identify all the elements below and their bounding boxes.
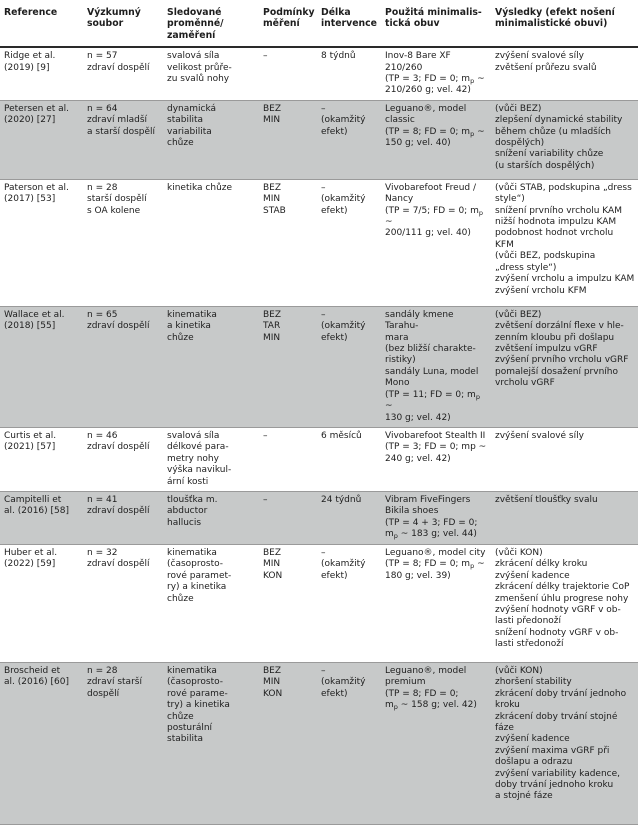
- cell-conditions: –: [259, 427, 317, 491]
- mass-subscript: p: [470, 562, 475, 571]
- cell-sample: n = 64 zdraví mladší a starší dospělí: [83, 100, 163, 179]
- cell-sample: n = 65 zdraví dospělí: [83, 306, 163, 427]
- cell-conditions: BEZ MIN: [259, 100, 317, 179]
- mass-subscript: p: [470, 129, 475, 138]
- cell-reference: Paterson et al. (2017) [53]: [0, 179, 83, 306]
- cell-variables: svalová síla velikost průře- zu svalů nohy: [163, 47, 259, 100]
- footwear-text-tail: ~ 183 g; vel. 44): [397, 529, 477, 540]
- header-reference: Reference: [0, 0, 83, 47]
- cell-footwear: [381, 306, 491, 427]
- cell-conditions: BEZ MIN STAB: [259, 179, 317, 306]
- table-row: [0, 47, 638, 100]
- cell-conditions: –: [259, 47, 317, 100]
- cell-variables: kinematika (časoprosto- rové parame- try) a kinetika chůze posturální stabilita: [163, 662, 259, 824]
- cell-variables: dynamická stabilita variabilita chůze: [163, 100, 259, 179]
- footwear-text-tail: ~ 158 g; vel. 42): [397, 700, 477, 711]
- cell-variables: svalová síla délkové para- metry nohy výška navikul- ární kosti: [163, 427, 259, 491]
- footwear-text-tail: ~ 210/260 g; vel. 42): [385, 74, 485, 96]
- cell-results: (vůči BEZ) zlepšení dynamické stability během chůze (u mladších dospělých) snížení variability chůze (u starších dospělých): [491, 100, 638, 179]
- cell-duration: 8 týdnů: [317, 47, 381, 100]
- cell-footwear: [381, 491, 491, 544]
- cell-sample: n = 41 zdraví dospělí: [83, 491, 163, 544]
- cell-duration: – (okamžitý efekt): [317, 544, 381, 662]
- cell-results: (vůči KON) zkrácení délky kroku zvýšení kadence zkrácení délky trajektorie CoP zmenšení úhlu progrese nohy zvýšení hodnoty vGRF v ob- lasti předonoží snížení hodnoty vGRF v ob- lasti středonoží: [491, 544, 638, 662]
- cell-footwear: [381, 544, 491, 662]
- cell-sample: n = 28 starší dospělí s OA kolene: [83, 179, 163, 306]
- table-row: [0, 306, 638, 427]
- mass-subscript: p: [475, 392, 480, 401]
- footwear-text-tail: ~ 200/111 g; vel. 40): [385, 217, 471, 239]
- table-row: [0, 427, 638, 491]
- footwear-text: Vibram FiveFingers Bikila shoes (TP = 4 + 3; FD = 0; m: [385, 494, 478, 540]
- cell-sample: n = 46 zdraví dospělí: [83, 427, 163, 491]
- cell-sample: n = 57 zdraví dospělí: [83, 47, 163, 100]
- cell-sample: n = 28 zdraví starší dospělí: [83, 662, 163, 824]
- cell-footwear: [381, 427, 491, 491]
- cell-duration: – (okamžitý efekt): [317, 179, 381, 306]
- footwear-text-tail: ~ 150 g; vel. 40): [385, 126, 485, 149]
- cell-variables: kinetika chůze: [163, 179, 259, 306]
- cell-duration: – (okamžitý efekt): [317, 662, 381, 824]
- header-variables: Sledované proměnné/ zaměření: [163, 0, 259, 47]
- header-sample: Výzkumný soubor: [83, 0, 163, 47]
- cell-reference: Curtis et al. (2021) [57]: [0, 427, 83, 491]
- table-row: [0, 662, 638, 824]
- footwear-text: Vivobarefoot Stealth II (TP = 3; FD = 0; mp ~ 240 g; vel. 42): [385, 430, 487, 464]
- header-footwear: Použitá minimalis- tická obuv: [381, 0, 491, 47]
- footwear-text: Leguano®, model classic (TP = 8; FD = 0; m: [385, 103, 471, 137]
- cell-results: zvětšení tloušťky svalu: [491, 491, 638, 544]
- table-row: [0, 100, 638, 179]
- footwear-text: Leguano®, model city (TP = 8; FD = 0; m: [385, 547, 486, 570]
- table-row: [0, 179, 638, 306]
- table-row: [0, 491, 638, 544]
- cell-reference: Huber et al. (2022) [59]: [0, 544, 83, 662]
- footwear-text: Leguano®, model premium (TP = 8; FD = 0; m: [385, 665, 467, 711]
- cell-conditions: BEZ MIN KON: [259, 662, 317, 824]
- cell-results: zvýšení svalové síly: [491, 427, 638, 491]
- cell-sample: n = 32 zdraví dospělí: [83, 544, 163, 662]
- cell-conditions: BEZ MIN KON: [259, 544, 317, 662]
- header-row: [0, 0, 638, 47]
- cell-results: (vůči BEZ) zvětšení dorzální flexe v hle- zenním kloubu při došlapu zvětšení impulzu vGRF zvýšení prvního vrcholu vGRF pomalejší dosažení prvního vrcholu vGRF: [491, 306, 638, 427]
- footwear-text: Inov-8 Bare XF 210/260 (TP = 3; FD = 0; m: [385, 51, 471, 85]
- footwear-text: sandály kmene Tarahu- mara (bez bližší charakte- ristiky) sandály Luna, model Mono (TP = 11; FD = 0; m: [385, 309, 479, 400]
- mass-subscript: p: [393, 532, 398, 541]
- mass-subscript: p: [470, 77, 475, 86]
- cell-footwear: [381, 179, 491, 306]
- cell-reference: Wallace et al. (2018) [55]: [0, 306, 83, 427]
- cell-duration: 24 týdnů: [317, 491, 381, 544]
- cell-footwear: [381, 100, 491, 179]
- cell-results: (vůči STAB, podskupina „dress style“) snížení prvního vrcholu KAM nižší hodnota impulzu KAM podobnost hodnot vrcholu KFM (vůči BEZ, podskupina „dress style“) zvýšení vrcholu a impulzu KAM zvýšení vrcholu KFM: [491, 179, 638, 306]
- header-conditions: Podmínky měření: [259, 0, 317, 47]
- mass-subscript: p: [393, 703, 398, 712]
- cell-reference: Broscheid et al. (2016) [60]: [0, 662, 83, 824]
- cell-duration: 6 měsíců: [317, 427, 381, 491]
- footwear-text-tail: ~ 180 g; vel. 39): [385, 559, 485, 581]
- cell-footwear: [381, 662, 491, 824]
- cell-variables: tloušťka m. abductor hallucis: [163, 491, 259, 544]
- cell-conditions: –: [259, 491, 317, 544]
- table-row: [0, 544, 638, 662]
- cell-reference: Petersen et al. (2020) [27]: [0, 100, 83, 179]
- cell-results: zvýšení svalové síly zvětšení průřezu svalů: [491, 47, 638, 100]
- mass-subscript: p: [478, 208, 483, 217]
- cell-conditions: BEZ TAR MIN: [259, 306, 317, 427]
- cell-variables: kinematika a kinetika chůze: [163, 306, 259, 427]
- cell-variables: kinematika (časoprosto- rové paramet- ry) a kinetika chůze: [163, 544, 259, 662]
- footwear-text-tail: ~ 130 g; vel. 42): [385, 401, 451, 423]
- cell-footwear: [381, 47, 491, 100]
- header-results: Výsledky (efekt nošení minimalistické obuvi): [491, 0, 638, 47]
- header-duration: Délka intervence: [317, 0, 381, 47]
- cell-duration: – (okamžitý efekt): [317, 100, 381, 179]
- cell-reference: Ridge et al. (2019) [9]: [0, 47, 83, 100]
- cell-duration: – (okamžitý efekt): [317, 306, 381, 427]
- cell-results: (vůči KON) zhoršení stability zkrácení doby trvání jednoho kroku zkrácení doby trvání stojné fáze zvýšení kadence zvýšení maxima vGRF při došlapu a odrazu zvýšení variability kadence, doby trvání jednoho kroku a stojné fáze: [491, 662, 638, 824]
- footwear-text: Vivobarefoot Freud / Nancy (TP = 7/5; FD = 0; m: [385, 182, 479, 216]
- cell-reference: Campitelli et al. (2016) [58]: [0, 491, 83, 544]
